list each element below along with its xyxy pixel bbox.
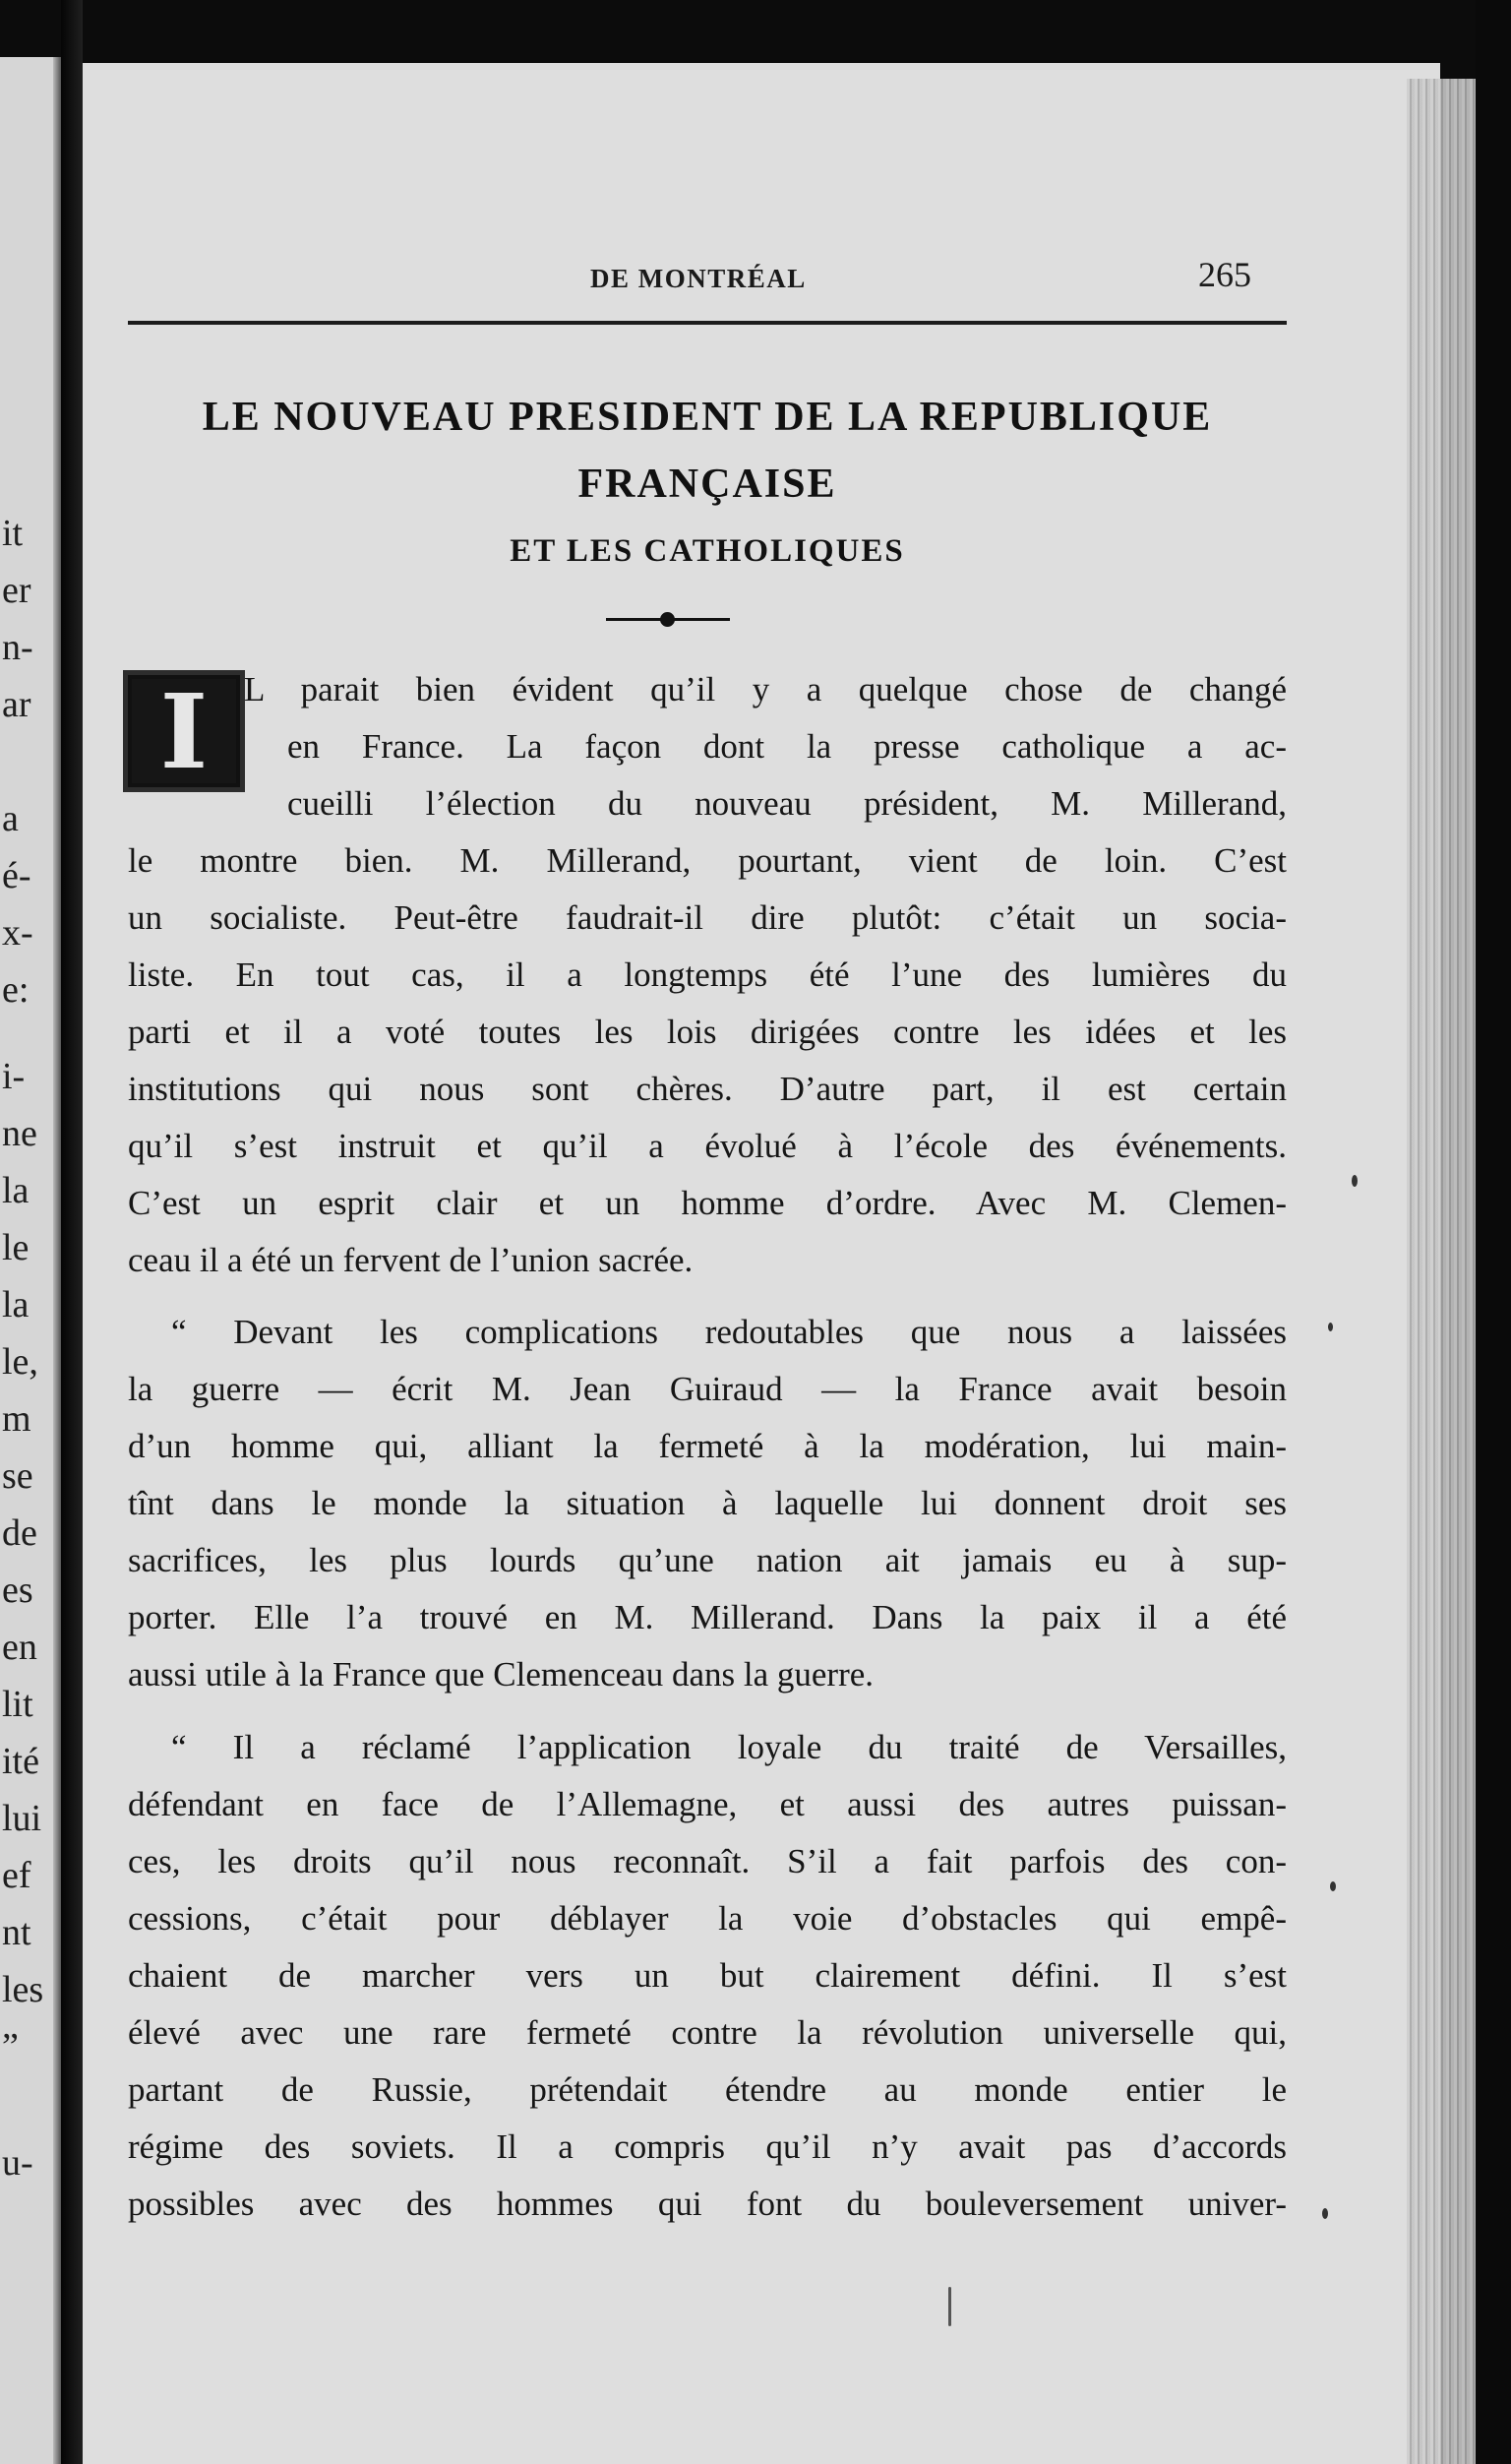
facing-page-fragment: ne: [2, 1113, 37, 1154]
facing-page-fragment: lit: [2, 1684, 33, 1725]
scan-right-border: [1476, 0, 1511, 2464]
text-line: d’un homme qui, alliant la fermeté à la modération, lui main-: [128, 1427, 1287, 1465]
text-line: “ Devant les complications redoutables que nous a laissées: [171, 1313, 1287, 1351]
text-line: cessions, c’était pour déblayer la voie d’obstacles qui empê-: [128, 1899, 1287, 1938]
drop-cap: I: [123, 670, 245, 792]
article-subtitle: ET LES CATHOLIQUES: [510, 533, 905, 569]
facing-page-fragment: m: [2, 1398, 31, 1440]
facing-page-fragment: se: [2, 1455, 33, 1497]
text-line: liste. En tout cas, il a longtemps été l’une des lumières du: [128, 955, 1287, 994]
facing-page-fragment: le,: [2, 1341, 38, 1383]
text-line: tînt dans le monde la situation à laquelle lui donnent droit ses: [128, 1484, 1287, 1522]
text-line: aussi utile à la France que Clemenceau dans la guerre.: [128, 1655, 875, 1694]
text-line: L parait bien évident qu’il y a quelque chose de changé: [244, 670, 1287, 708]
text-line: défendant en face de l’Allemagne, et aussi des autres puissan-: [128, 1785, 1287, 1823]
page-stack-edge: [1407, 79, 1476, 2464]
title-ornament: [606, 608, 730, 632]
scan-speck: [1328, 1323, 1333, 1331]
facing-page-fragment: i-: [2, 1056, 26, 1097]
header-rule: [128, 321, 1287, 325]
scan-speck: [1330, 1881, 1336, 1891]
facing-page-fragment: ité: [2, 1741, 39, 1782]
facing-page-fragment: x-: [2, 912, 33, 954]
text-line: régime des soviets. Il a compris qu’il n’y avait pas d’accords: [128, 2127, 1287, 2166]
page-number: 265: [1198, 255, 1251, 294]
facing-page-fragment: n-: [2, 627, 33, 668]
facing-page-fragment: er: [2, 570, 31, 611]
text-line: un socialiste. Peut-être faudrait-il dire plutôt: c’était un socia-: [128, 898, 1287, 937]
text-line: possibles avec des hommes qui font du bouleversement univer-: [128, 2185, 1287, 2223]
scan-speck: [948, 2287, 951, 2326]
text-line: qu’il s’est instruit et qu’il a évolué à l’école des événements.: [128, 1127, 1287, 1165]
text-line: en France. La façon dont la presse catholique a ac-: [287, 727, 1287, 766]
facing-page-fragment: nt: [2, 1912, 31, 1953]
article-title-line-2: FRANÇAISE: [577, 462, 837, 507]
facing-page-fragment: lui: [2, 1798, 42, 1839]
scan-speck: [1322, 2208, 1328, 2219]
facing-page-fragment: ef: [2, 1855, 31, 1896]
text-line: le montre bien. M. Millerand, pourtant, vient de loin. C’est: [128, 841, 1287, 880]
facing-page-fragment: la: [2, 1170, 30, 1211]
facing-page-fragment: ar: [2, 684, 31, 725]
scan-speck: [1352, 1175, 1358, 1187]
facing-page-fragment: les: [2, 1969, 44, 2010]
facing-page-fragment: le: [2, 1227, 30, 1268]
text-line: ces, les droits qu’il nous reconnaît. S’il a fait parfois des con-: [128, 1842, 1287, 1880]
text-line: C’est un esprit clair et un homme d’ordre. Avec M. Clemen-: [128, 1184, 1287, 1222]
text-line: parti et il a voté toutes les lois dirigées contre les idées et les: [128, 1013, 1287, 1051]
article-title-line-1: LE NOUVEAU PRESIDENT DE LA REPUBLIQUE: [202, 395, 1213, 440]
text-line: cueilli l’élection du nouveau président, M. Millerand,: [287, 784, 1287, 823]
facing-page-fragment: é-: [2, 855, 31, 896]
facing-page-fragment: it: [2, 513, 24, 554]
facing-page-edge: [0, 57, 61, 2464]
facing-page-fragment: u-: [2, 2142, 33, 2184]
facing-page-fragment: de: [2, 1512, 37, 1554]
facing-page-fragment: a: [2, 798, 19, 839]
text-line: ceau il a été un fervent de l’union sacrée.: [128, 1241, 694, 1279]
text-line: institutions qui nous sont chères. D’autre part, il est certain: [128, 1070, 1287, 1108]
book-gutter: [61, 0, 83, 2464]
facing-page-fragment: en: [2, 1627, 37, 1668]
ornament-dot: [660, 612, 675, 627]
facing-page-fragment: ”: [2, 2026, 19, 2067]
text-line: “ Il a réclamé l’application loyale du traité de Versailles,: [171, 1728, 1287, 1766]
page-header: [128, 193, 1287, 294]
book-page: [83, 63, 1440, 2464]
text-line: la guerre — écrit M. Jean Guiraud — la France avait besoin: [128, 1370, 1287, 1408]
facing-page-fragment: es: [2, 1570, 33, 1611]
text-line: porter. Elle l’a trouvé en M. Millerand. Dans la paix il a été: [128, 1598, 1287, 1636]
text-line: partant de Russie, prétendait étendre au monde entier le: [128, 2070, 1287, 2109]
facing-page-fragment: la: [2, 1284, 30, 1325]
text-line: élevé avec une rare fermeté contre la révolution universelle qui,: [128, 2013, 1287, 2052]
facing-page-fragment: e:: [2, 969, 30, 1011]
running-title: DE MONTRÉAL: [590, 264, 807, 293]
text-line: sacrifices, les plus lourds qu’une nation ait jamais eu à sup-: [128, 1541, 1287, 1579]
text-line: chaient de marcher vers un but clairement défini. Il s’est: [128, 1956, 1287, 1995]
